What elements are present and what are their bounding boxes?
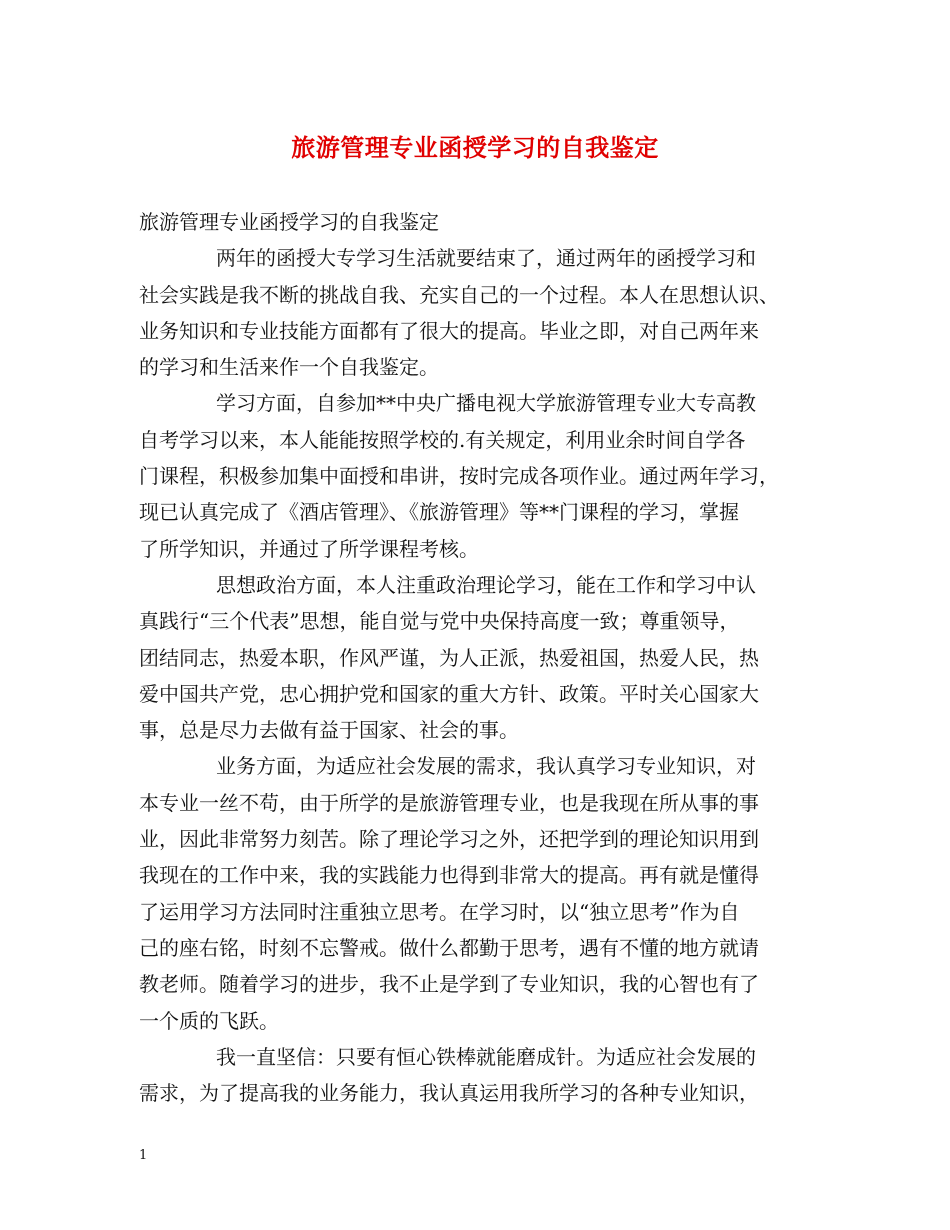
paragraph-line: 事，总是尽力去做有益于国家、社会的事。: [139, 718, 519, 743]
paragraph-line: 爱中国共产党，忠心拥护党和国家的重大方针、政策。平时关心国家大: [139, 681, 759, 706]
paragraph-line: 己的座右铭，时刻不忘警戒。做什么都勤于思考，遇有不懂的地方就请: [139, 935, 759, 960]
document-body: [139, 204, 811, 1111]
document-title: 旅游管理专业函授学习的自我鉴定: [291, 133, 659, 162]
paragraph-line: 两年的函授大专学习生活就要结束了，通过两年的函授学习和: [216, 246, 756, 271]
paragraph-line: 自考学习以来，本人能能按照学校的.有关规定，利用业余时间自学各: [139, 427, 746, 452]
paragraph-line: 业，因此非常努力刻苦。除了理论学习之外，还把学到的理论知识用到: [139, 827, 759, 852]
paragraph-line: 现已认真完成了《酒店管理》、《旅游管理》等**门课程的学习，掌握: [139, 500, 739, 525]
page-number: 1: [139, 1148, 148, 1163]
paragraph-line: 团结同志，热爱本职，作风严谨，为人正派，热爱祖国，热爱人民，热: [139, 645, 759, 670]
paragraph-line: 了运用学习方法同时注重独立思考。在学习时，以“独立思考”作为自: [139, 899, 740, 924]
paragraph-line: 本专业一丝不苟，由于所学的是旅游管理专业，也是我现在所从事的事: [139, 790, 759, 815]
paragraph-line: 的学习和生活来作一个自我鉴定。: [139, 355, 439, 380]
paragraph-line: 业务知识和专业技能方面都有了很大的提高。毕业之即，对自己两年来: [139, 318, 759, 343]
paragraph-line: 我现在的工作中来，我的实践能力也得到非常大的提高。再有就是懂得: [139, 863, 759, 888]
paragraph-line: 学习方面，自参加**中央广播电视大学旅游管理专业大专高教: [216, 391, 756, 416]
paragraph-line: 门课程，积极参加集中面授和串讲，按时完成各项作业。通过两年学习，: [139, 464, 779, 489]
paragraph-line: 真践行“三个代表”思想，能自觉与党中央保持高度一致；尊重领导，: [139, 609, 740, 634]
paragraph-line: 需求，为了提高我的业务能力，我认真运用我所学习的各种专业知识，: [139, 1081, 759, 1106]
subtitle-line: 旅游管理专业函授学习的自我鉴定: [139, 210, 439, 234]
paragraph-line: 一个质的飞跃。: [139, 1008, 279, 1033]
paragraph-line: 社会实践是我不断的挑战自我、充实自己的一个过程。本人在思想认识、: [139, 282, 779, 307]
paragraph-line: 思想政治方面，本人注重政治理论学习，能在工作和学习中认: [216, 572, 756, 597]
paragraph-line: 了所学知识，并通过了所学课程考核。: [139, 536, 479, 561]
paragraph-line: 业务方面，为适应社会发展的需求，我认真学习专业知识，对: [216, 754, 756, 779]
paragraph-line: 我一直坚信：只要有恒心铁棒就能磨成针。为适应社会发展的: [216, 1044, 756, 1069]
paragraph-line: 教老师。随着学习的进步，我不止是学到了专业知识，我的心智也有了: [139, 972, 759, 997]
